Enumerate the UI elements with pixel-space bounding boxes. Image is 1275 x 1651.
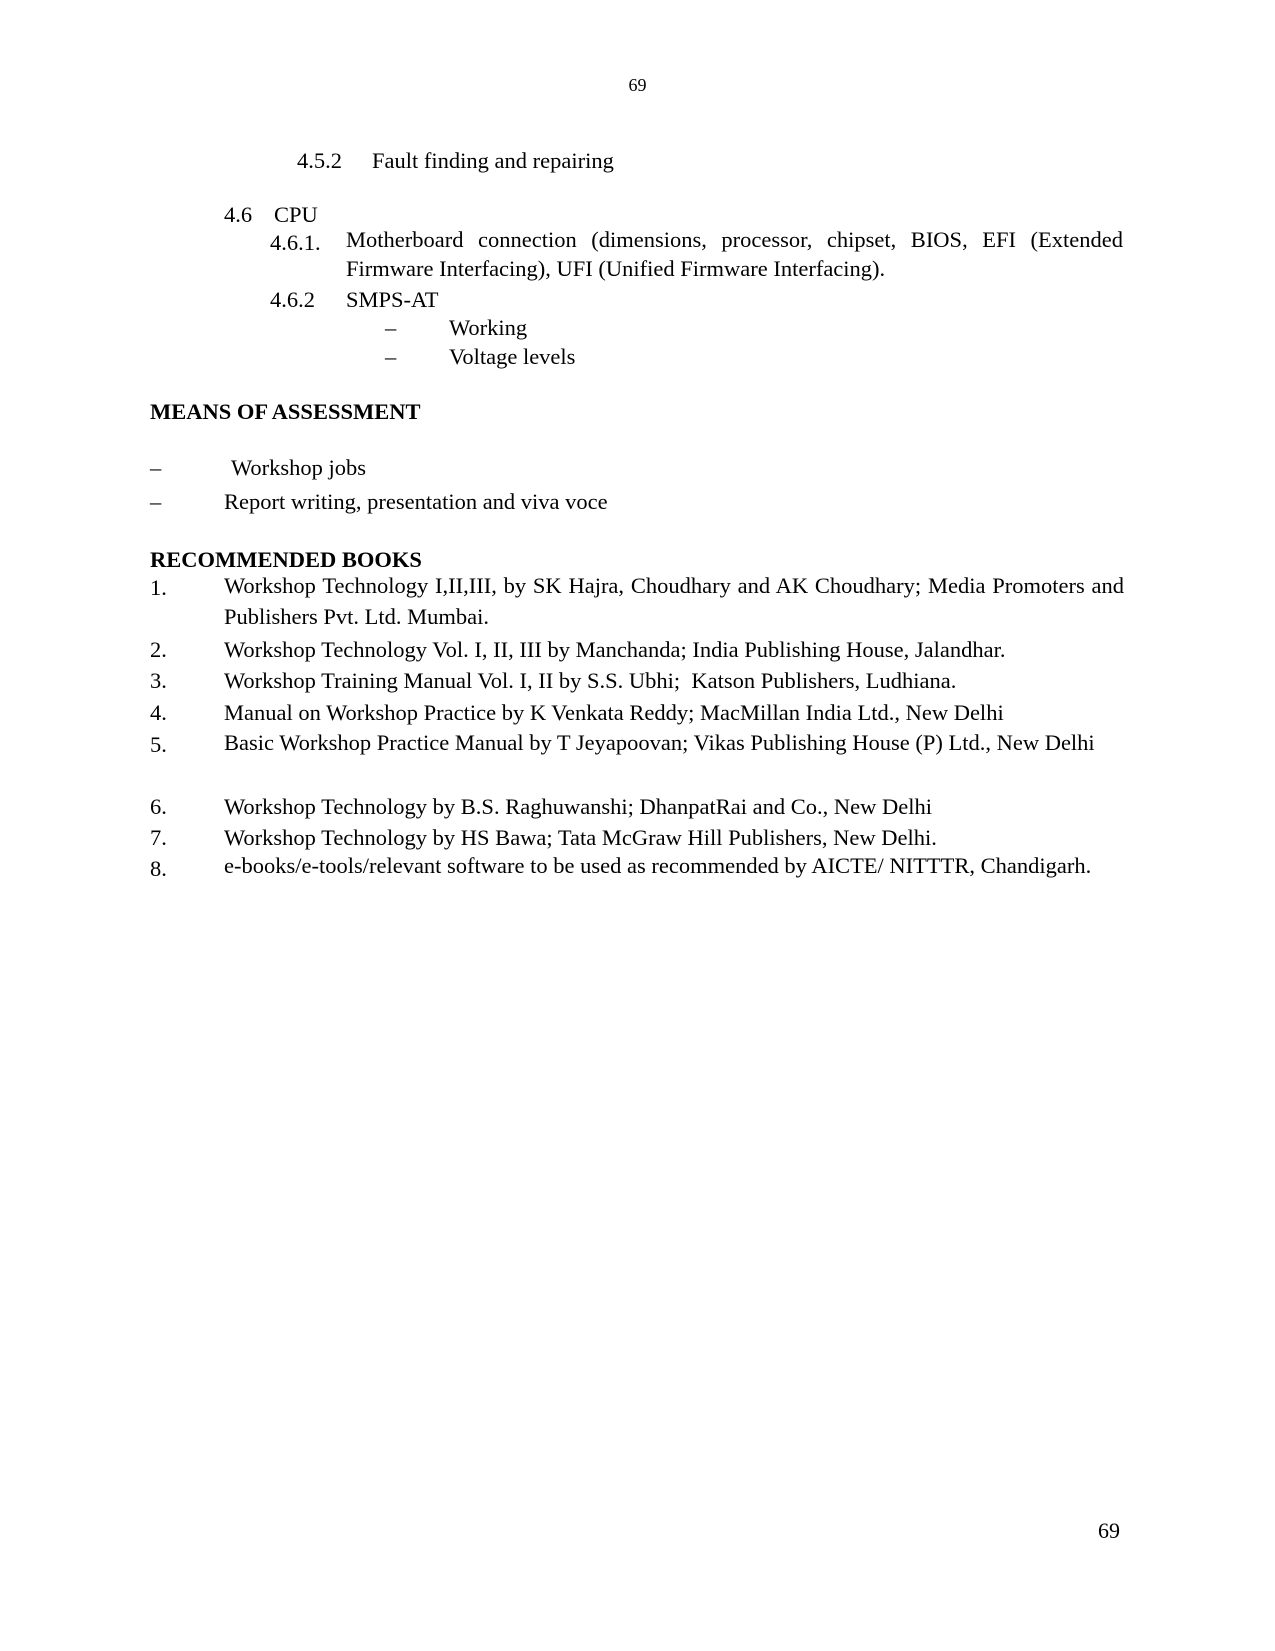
outline-number-4-6: 4.6 — [224, 202, 253, 227]
assessment-dash: – — [150, 489, 162, 514]
book-number: 8. — [150, 856, 167, 881]
outline-text-4-6: CPU — [274, 202, 318, 227]
book-number: 4. — [150, 700, 167, 725]
outline-number-4-6-1: 4.6.1. — [270, 230, 321, 255]
book-entry: Manual on Workshop Practice by K Venkata Reddy; MacMillan India Ltd., New Delhi — [224, 700, 1004, 725]
books-heading: RECOMMENDED BOOKS — [150, 547, 422, 572]
outline-number-4-5-2: 4.5.2 — [297, 148, 342, 173]
outline-text-4-6-1: Motherboard connection (dimensions, processor, chipset, BIOS, EFI (Extended Firmware Interfacing), UFI (Unified Firmware Interfacing). — [346, 227, 1123, 281]
page-number-top: 69 — [628, 75, 647, 95]
book-entry: Workshop Technology Vol. I, II, III by Manchanda; India Publishing House, Jalandhar. — [224, 637, 1006, 662]
book-entry: Basic Workshop Practice Manual by T Jeyapoovan; Vikas Publishing House (P) Ltd., New Delhi — [224, 730, 1095, 755]
outline-text-4-5-2: Fault finding and repairing — [372, 148, 614, 173]
outline-number-4-6-2: 4.6.2 — [270, 287, 315, 312]
sub-bullet-text: Working — [449, 315, 528, 340]
book-entry: Workshop Training Manual Vol. I, II by S.S. Ubhi; Katson Publishers, Ludhiana. — [224, 668, 957, 693]
sub-bullet-text: Voltage levels — [449, 344, 576, 369]
assessment-dash: – — [150, 455, 162, 480]
assessment-item: Workshop jobs — [231, 455, 367, 480]
page-number-bottom: 69 — [1098, 1518, 1120, 1543]
assessment-heading: MEANS OF ASSESSMENT — [150, 399, 421, 424]
outline-text-4-6-2: SMPS-AT — [346, 287, 439, 312]
sub-bullet-dash: – — [385, 344, 397, 369]
book-number: 3. — [150, 668, 167, 693]
book-number: 2. — [150, 637, 167, 662]
book-number: 5. — [150, 732, 167, 757]
book-number: 7. — [150, 825, 167, 850]
book-entry: Workshop Technology by HS Bawa; Tata McGraw Hill Publishers, New Delhi. — [224, 825, 937, 850]
book-number: 1. — [150, 575, 167, 600]
sub-bullet-dash: – — [385, 315, 397, 340]
book-entry: e-books/e-tools/relevant software to be used as recommended by AICTE/ NITTTR, Chandigarh. — [224, 853, 1092, 878]
book-entry: Workshop Technology I,II,III, by SK Hajra, Choudhary and AK Choudhary; Media Promoters and Publishers Pvt. Ltd. Mumbai. — [224, 573, 1124, 629]
book-number: 6. — [150, 794, 167, 819]
book-entry: Workshop Technology by B.S. Raghuwanshi; DhanpatRai and Co., New Delhi — [224, 794, 932, 819]
assessment-item: Report writing, presentation and viva voce — [224, 489, 608, 514]
